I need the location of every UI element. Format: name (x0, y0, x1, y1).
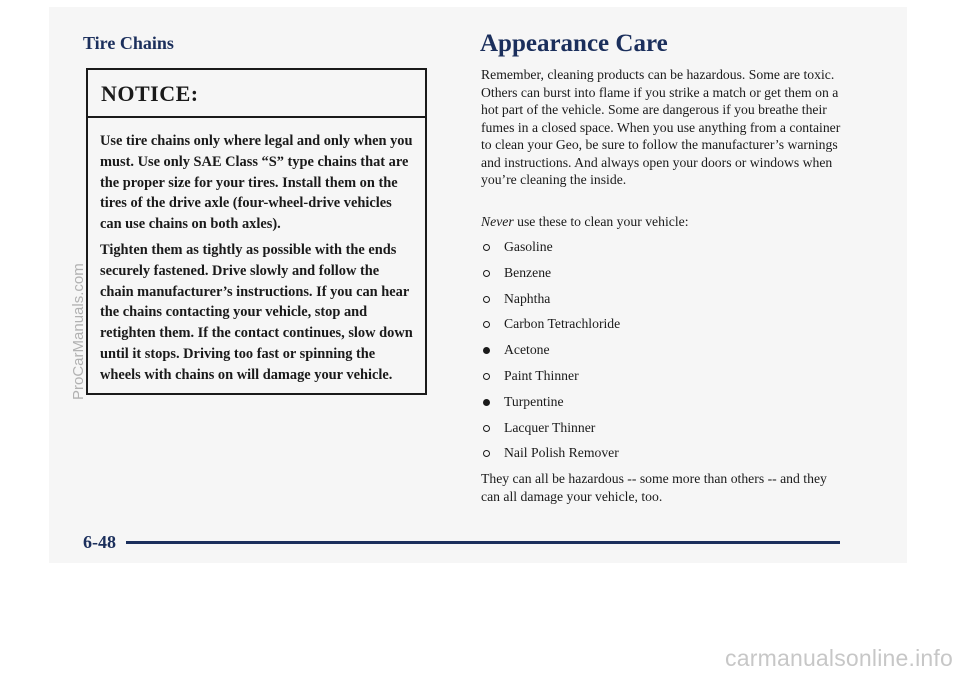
list-item-label: Benzene (504, 264, 552, 280)
list-item (481, 316, 620, 342)
list-item (481, 239, 620, 265)
never-use-rest: use these to clean your vehicle: (513, 214, 689, 229)
bullet-icon (483, 450, 490, 457)
page-number: 6-48 (83, 532, 116, 552)
notice-paragraph-2: Tighten them as tightly as possible with the ends securely fastened. Drive slowly and follow the chain manufacturer’s instructions. If you can hear the chains contacting your vehicle, stop and retighten them. If the contact continues, slow down until it stops. Driving too fast or spinning the wheels with chains on will damage your vehicle. (100, 241, 413, 383)
list-item (481, 368, 620, 394)
bullet-icon (483, 321, 490, 328)
list-item (481, 265, 620, 291)
list-item-label: Turpentine (504, 393, 564, 409)
list-item (481, 394, 620, 420)
bullet-icon (483, 347, 490, 354)
bullet-icon (483, 425, 490, 432)
list-item-label: Paint Thinner (504, 367, 579, 383)
bullet-icon (483, 399, 490, 406)
list-item-label: Carbon Tetrachloride (504, 316, 621, 332)
list-item-label: Nail Polish Remover (504, 445, 619, 461)
list-item-label: Acetone (504, 342, 550, 358)
notice-heading: NOTICE: (88, 70, 425, 118)
never-use-line (481, 214, 689, 230)
section-title-tire-chains: Tire Chains (83, 33, 174, 53)
notice-paragraph-1: Use tire chains only where legal and only when you must. Use only SAE Class “S” type chains that are the proper size for your tires. Install them on the tires of the drive axle (four-wheel-drive vehicles can use chains on both axles). (100, 133, 413, 233)
list-item (481, 420, 620, 446)
hazardous-products-list (481, 239, 620, 471)
list-item (481, 342, 620, 368)
bullet-icon (483, 296, 490, 303)
bottom-watermark: carmanualsonline.info (725, 645, 953, 671)
never-word: Never (481, 214, 514, 229)
closing-paragraph: They can all be hazardous -- some more than others -- and they can all damage your vehicle, too. (481, 471, 827, 504)
list-item-label: Naphtha (504, 290, 551, 306)
list-item (481, 291, 620, 317)
bullet-icon (483, 373, 490, 380)
list-item-label: Gasoline (504, 239, 553, 254)
list-item (481, 445, 620, 471)
bullet-icon (483, 270, 490, 277)
section-title-appearance-care: Appearance Care (480, 30, 668, 57)
notice-box (86, 68, 427, 395)
bullet-icon (483, 244, 490, 251)
footer-rule (126, 541, 840, 544)
side-watermark: ProCarManuals.com (70, 263, 87, 400)
list-item-label: Lacquer Thinner (504, 419, 596, 435)
appearance-intro-paragraph: Remember, cleaning products can be hazardous. Some are toxic. Others can burst into flame if you strike a match or get them on a hot part of the vehicle. Some are dangerous if you breathe their fumes in a closed space. When you use anything from a container to clean your Geo, be sure to follow the manufacturer’s warnings and instructions. And always open your doors or windows when you’re cleaning the inside. (481, 67, 841, 187)
